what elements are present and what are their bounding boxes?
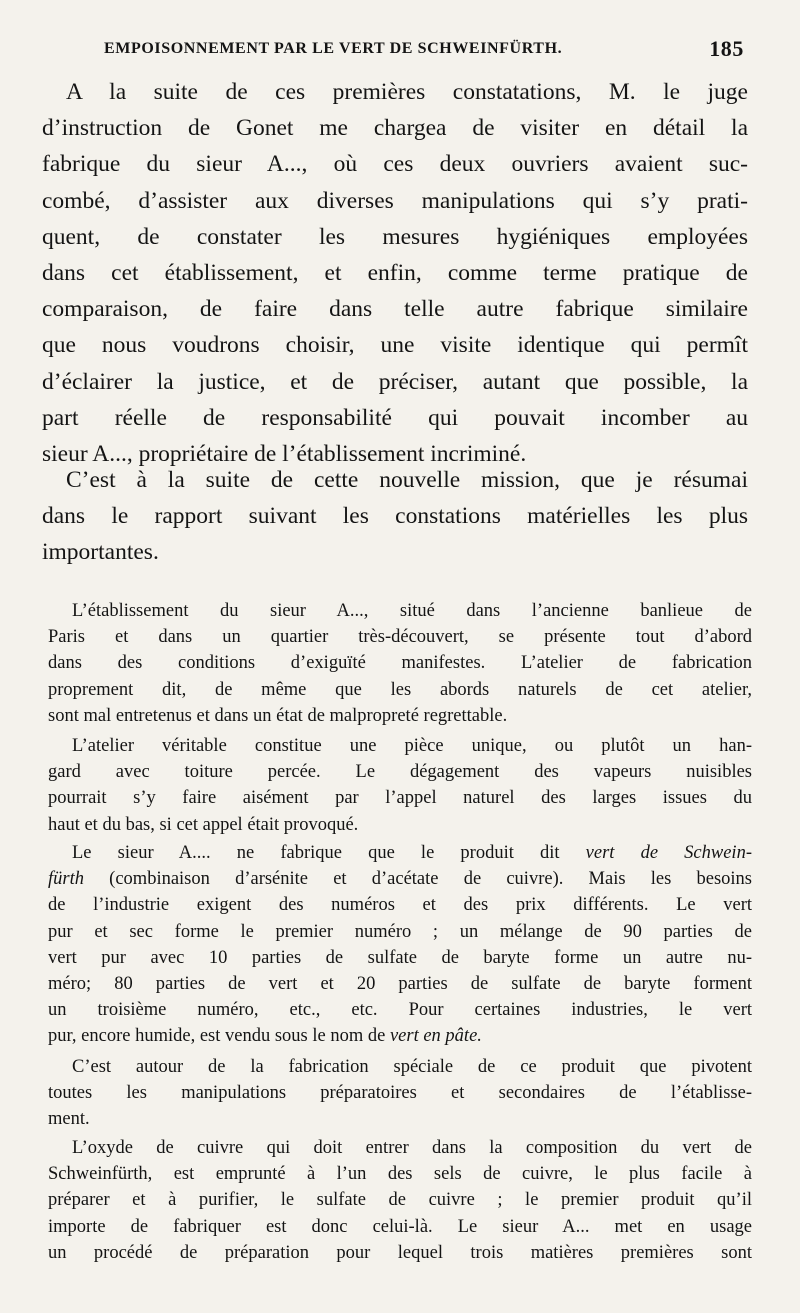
text-line: L’établissement du sieur A..., situé dans l’ancienne banlieue de (72, 601, 752, 621)
paragraph-6 (48, 1054, 752, 1133)
text-run: Le sieur A.... ne fabrique que le produit dit (72, 843, 586, 863)
text-line: L’oxyde de cuivre qui doit entrer dans la composition du vert de (72, 1138, 752, 1158)
text-line: dans cet établissement, et enfin, comme terme pratique de (42, 260, 748, 287)
text-line: importantes. (42, 539, 159, 566)
text-line: d’éclairer la justice, et de préciser, autant que possible, la (42, 368, 748, 395)
paragraph-4 (48, 733, 752, 838)
text-line: C’est autour de la fabrication spéciale de ce produit que pivotent (72, 1057, 752, 1077)
text-line: méro; 80 parties de vert et 20 parties de sulfate de baryte forment (48, 974, 752, 995)
text-line: dans le rapport suivant les constations matérielles les plus (42, 503, 748, 530)
text-line: A la suite de ces premières constatations, M. le juge (66, 79, 748, 105)
italic-term: vert en pâte. (389, 1026, 482, 1047)
text-line: que nous voudrons choisir, une visite identique qui permît (42, 332, 748, 359)
text-line: quent, de constater les mesures hygiéniques employées (42, 223, 748, 250)
paragraph-5 (48, 840, 752, 1050)
paragraph-1 (42, 74, 748, 472)
paragraph-2 (42, 462, 748, 571)
text-line: un procédé de préparation pour lequel trois matières premières sont (48, 1242, 752, 1263)
text-line (48, 866, 752, 892)
text-line: part réelle de responsabilité qui pouvait incomber au (42, 404, 748, 431)
text-line: un troisième numéro, etc., etc. Pour certaines industries, le vert (48, 1000, 752, 1021)
text-line: pur et sec forme le premier numéro ; un mélange de 90 parties de (48, 921, 752, 942)
page-header (104, 36, 744, 66)
text-line: importe de fabriquer est donc celui-là. Le sieur A... met en usage (48, 1216, 752, 1237)
text-line: Schweinfürth, est emprunté à l’un des sels de cuivre, le plus facile à (48, 1164, 752, 1185)
text-line: combé, d’assister aux diverses manipulations qui s’y prati- (42, 187, 748, 214)
text-line: proprement dit, de même que les abords naturels de cet atelier, (48, 679, 752, 700)
text-line: C’est à la suite de cette nouvelle mission, que je résumai (66, 467, 748, 493)
text-line: L’atelier véritable constitue une pièce unique, ou plutôt un han- (72, 736, 752, 756)
paragraph-7 (48, 1135, 752, 1266)
running-head: EMPOISONNEMENT PAR LE VERT DE SCHWEINFÜRTH. (104, 40, 563, 57)
text-line: pourrait s’y faire aisément par l’appel naturel des larges issues du (48, 788, 752, 809)
text-line (48, 840, 752, 866)
text-line (48, 1023, 752, 1049)
paragraph-3 (48, 598, 752, 729)
text-line: fabrique du sieur A..., où ces deux ouvriers avaient suc- (42, 151, 748, 178)
text-line: sont mal entretenus et dans un état de malpropreté regrettable. (48, 705, 508, 726)
text-run: (combinaison d’arsénite et d’acétate de cuivre). Mais les besoins (83, 869, 752, 890)
text-line: haut et du bas, si cet appel était provoqué. (48, 814, 359, 835)
page-number: 185 (709, 36, 744, 61)
text-line: vert pur avec 10 parties de sulfate de baryte forme un autre nu- (48, 947, 752, 968)
text-line: de l’industrie exigent des numéros et des prix différents. Le vert (48, 895, 752, 916)
text-line: ment. (48, 1109, 90, 1130)
text-line: sieur A..., propriétaire de l’établissement incriminé. (42, 441, 527, 468)
text-line: gard avec toiture percée. Le dégagement des vapeurs nuisibles (48, 762, 752, 783)
text-line: toutes les manipulations préparatoires et secondaires de l’établisse- (48, 1083, 752, 1104)
italic-term: fürth (48, 869, 84, 890)
italic-term: vert de Schwein- (585, 843, 752, 863)
text-line: d’instruction de Gonet me chargea de visiter en détail la (42, 115, 748, 142)
text-line: Paris et dans un quartier très-découvert, se présente tout d’abord (48, 627, 752, 648)
text-line: comparaison, de faire dans telle autre fabrique similaire (42, 296, 748, 323)
text-line: dans des conditions d’exiguïté manifestes. L’atelier de fabrication (48, 653, 752, 674)
text-run: pur, encore humide, est vendu sous le nom de (48, 1026, 390, 1047)
text-line: préparer et à purifier, le sulfate de cuivre ; le premier produit qu’il (48, 1190, 752, 1211)
